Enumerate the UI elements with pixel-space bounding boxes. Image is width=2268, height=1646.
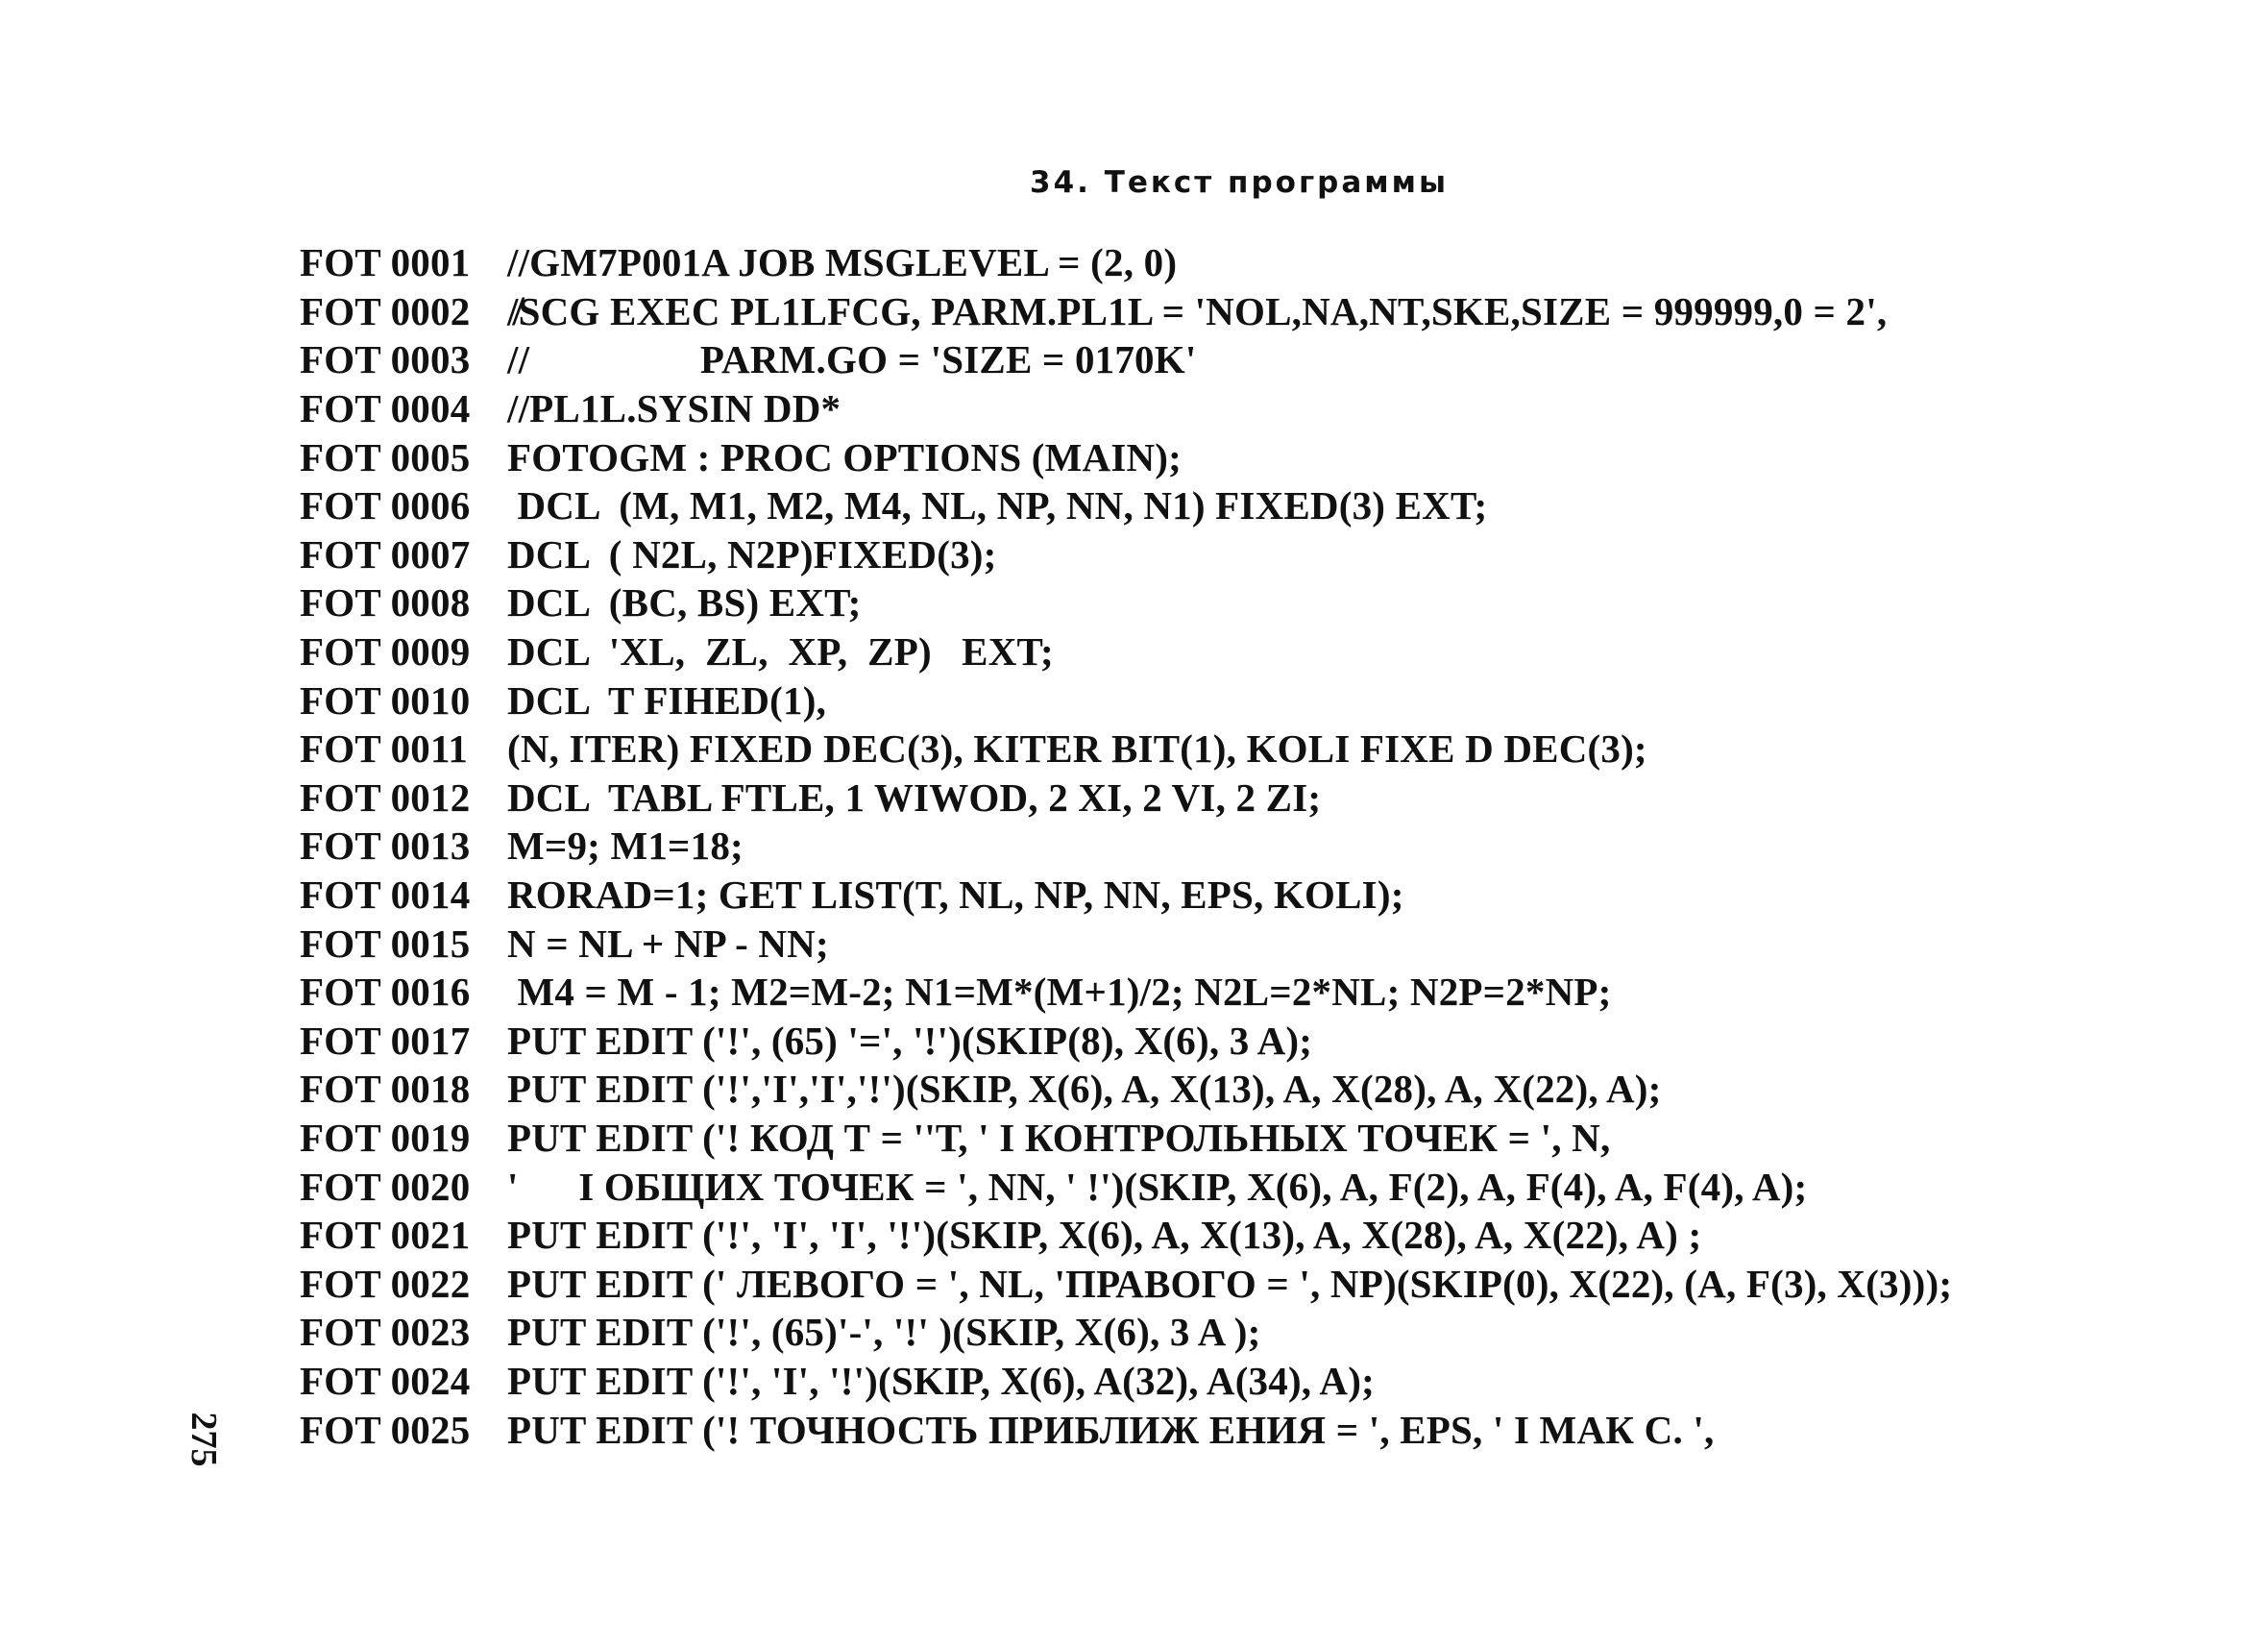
line-text: PUT EDIT ('! ТОЧНОСТЬ ПРИБЛИЖ ЕНИЯ = ', EPS, ' I МАК С. ',	[507, 1407, 1715, 1452]
code-line-0014	[300, 871, 2211, 920]
code-line-0005	[300, 432, 2211, 481]
code-line-0011	[300, 725, 2211, 774]
line-text: FOTOGM : PROC OPTIONS (MAIN);	[507, 434, 1182, 479]
code-line-0009	[300, 627, 2211, 676]
code-line-0018	[300, 1065, 2211, 1114]
line-prefix: FOT 0007	[300, 531, 471, 577]
line-text: DCL 'XL, ZL, XP, ZP) EXT;	[507, 629, 1054, 675]
line-prefix: FOT 0025	[300, 1407, 471, 1452]
line-prefix: FOT 0002	[300, 288, 471, 333]
program-listing	[300, 238, 2211, 1454]
line-prefix: FOT 0001	[300, 240, 471, 285]
line-text: PUT EDIT ('! КОД Т = ''Т, ' I КОНТРОЛЬНЫХ ТОЧЕК = ', N,	[507, 1115, 1611, 1160]
line-prefix: FOT 0017	[300, 1018, 471, 1063]
page-heading: 34. Текст программы	[1030, 165, 1449, 200]
line-text: M4 = M - 1; M2=M-2; N1=M*(M+1)/2; N2L=2*NL; N2P=2*NP;	[507, 970, 1612, 1015]
line-prefix: FOT 0005	[300, 434, 471, 479]
line-prefix: FOT 0021	[300, 1213, 471, 1258]
code-line-0008	[300, 578, 2211, 627]
line-prefix: FOT 0004	[300, 386, 471, 431]
line-prefix: FOT 0013	[300, 823, 471, 869]
code-line-0001	[300, 238, 2211, 287]
code-line-0017	[300, 1017, 2211, 1066]
line-text: DCL TABL FTLE, 1 WIWOD, 2 XI, 2 VI, 2 ZI;	[507, 774, 1322, 820]
code-line-0015	[300, 919, 2211, 968]
line-text: DCL (BC, BS) EXT;	[507, 580, 862, 626]
line-text: RORAD=1; GET LIST(T, NL, NP, NN, EPS, KOLI);	[507, 872, 1404, 918]
code-line-0004	[300, 384, 2211, 433]
line-prefix: FOT 0024	[300, 1358, 471, 1403]
code-line-0025	[300, 1405, 2211, 1454]
line-prefix: FOT 0014	[300, 872, 471, 918]
line-prefix: FOT 0006	[300, 483, 471, 528]
line-text: PUT EDIT ('!', (65)'-', '!' )(SKIP, X(6), 3 A );	[507, 1310, 1261, 1355]
line-prefix: FOT 0011	[300, 726, 469, 772]
code-line-0012	[300, 774, 2211, 823]
code-line-0006	[300, 481, 2211, 530]
line-text: PUT EDIT ('!', 'I', '!')(SKIP, X(6), A(32), A(34), A);	[507, 1358, 1375, 1403]
line-prefix: FOT 0015	[300, 921, 471, 966]
line-text: ' I ОБЩИХ ТОЧЕК = ', NN, ' !')(SKIP, X(6), A, F(2), A, F(4), A, F(4), A);	[507, 1164, 1808, 1209]
code-line-0019	[300, 1114, 2211, 1163]
line-prefix: FOT 0003	[300, 337, 471, 382]
code-line-0023	[300, 1308, 2211, 1357]
line-text: N = NL + NP - NN;	[507, 921, 829, 966]
line-text: // PARM.GO = 'SIZE = 0170K'	[507, 337, 1197, 382]
code-line-0002	[300, 287, 2211, 336]
line-prefix: FOT 0010	[300, 677, 471, 723]
line-text: M=9; M1=18;	[507, 823, 744, 869]
line-prefix: FOT 0016	[300, 970, 471, 1015]
line-text: //GM7P001A JOB MSGLEVEL = (2, 0)	[507, 240, 1178, 285]
line-text: //PL1L.SYSIN DD*	[507, 386, 841, 431]
line-text: DCL T FIHED(1),	[507, 677, 827, 723]
code-line-0024	[300, 1357, 2211, 1406]
line-prefix: FOT 0019	[300, 1115, 471, 1160]
line-prefix: FOT 0009	[300, 629, 471, 675]
line-text: PUT EDIT ('!','I','I','!')(SKIP, X(6), A, X(13), A, X(28), A, X(22), A);	[507, 1067, 1662, 1112]
line-text: /̸SCG EXEC PL1LFCG, PARM.PL1L = 'NOL,NA,NT,SKE,SIZE = 999999,0 = 2',	[507, 288, 1888, 333]
line-prefix: FOT 0012	[300, 774, 471, 820]
code-line-0021	[300, 1211, 2211, 1260]
code-line-0010	[300, 676, 2211, 725]
line-prefix: FOT 0008	[300, 580, 471, 626]
code-line-0020	[300, 1162, 2211, 1211]
code-line-0013	[300, 822, 2211, 871]
line-text: PUT EDIT (' ЛЕВОГО = ', NL, 'ПРАВОГО = ', NP)(SKIP(0), X(22), (A, F(3), X(3)));	[507, 1261, 1953, 1306]
line-text: PUT EDIT ('!', (65) '=', '!')(SKIP(8), X(6), 3 A);	[507, 1018, 1313, 1063]
line-text: DCL (M, M1, M2, M4, NL, NP, NN, N1) FIXED(3) EXT;	[507, 483, 1488, 528]
line-prefix: FOT 0022	[300, 1261, 471, 1306]
code-line-0016	[300, 968, 2211, 1017]
code-line-0007	[300, 530, 2211, 579]
line-prefix: FOT 0023	[300, 1310, 471, 1355]
line-text: DCL ( N2L, N2P)FIXED(3);	[507, 531, 997, 577]
code-line-0022	[300, 1259, 2211, 1308]
page-number: 275	[183, 1412, 224, 1467]
line-text: PUT EDIT ('!', 'I', 'I', '!')(SKIP, X(6), A, X(13), A, X(28), A, X(22), A) ;	[507, 1213, 1702, 1258]
code-line-0003	[300, 335, 2211, 384]
line-text: (N, ITER) FIXED DEC(3), KITER BIT(1), KOLI FIXE D DEC(3);	[507, 726, 1647, 772]
line-prefix: FOT 0018	[300, 1067, 471, 1112]
line-prefix: FOT 0020	[300, 1164, 471, 1209]
